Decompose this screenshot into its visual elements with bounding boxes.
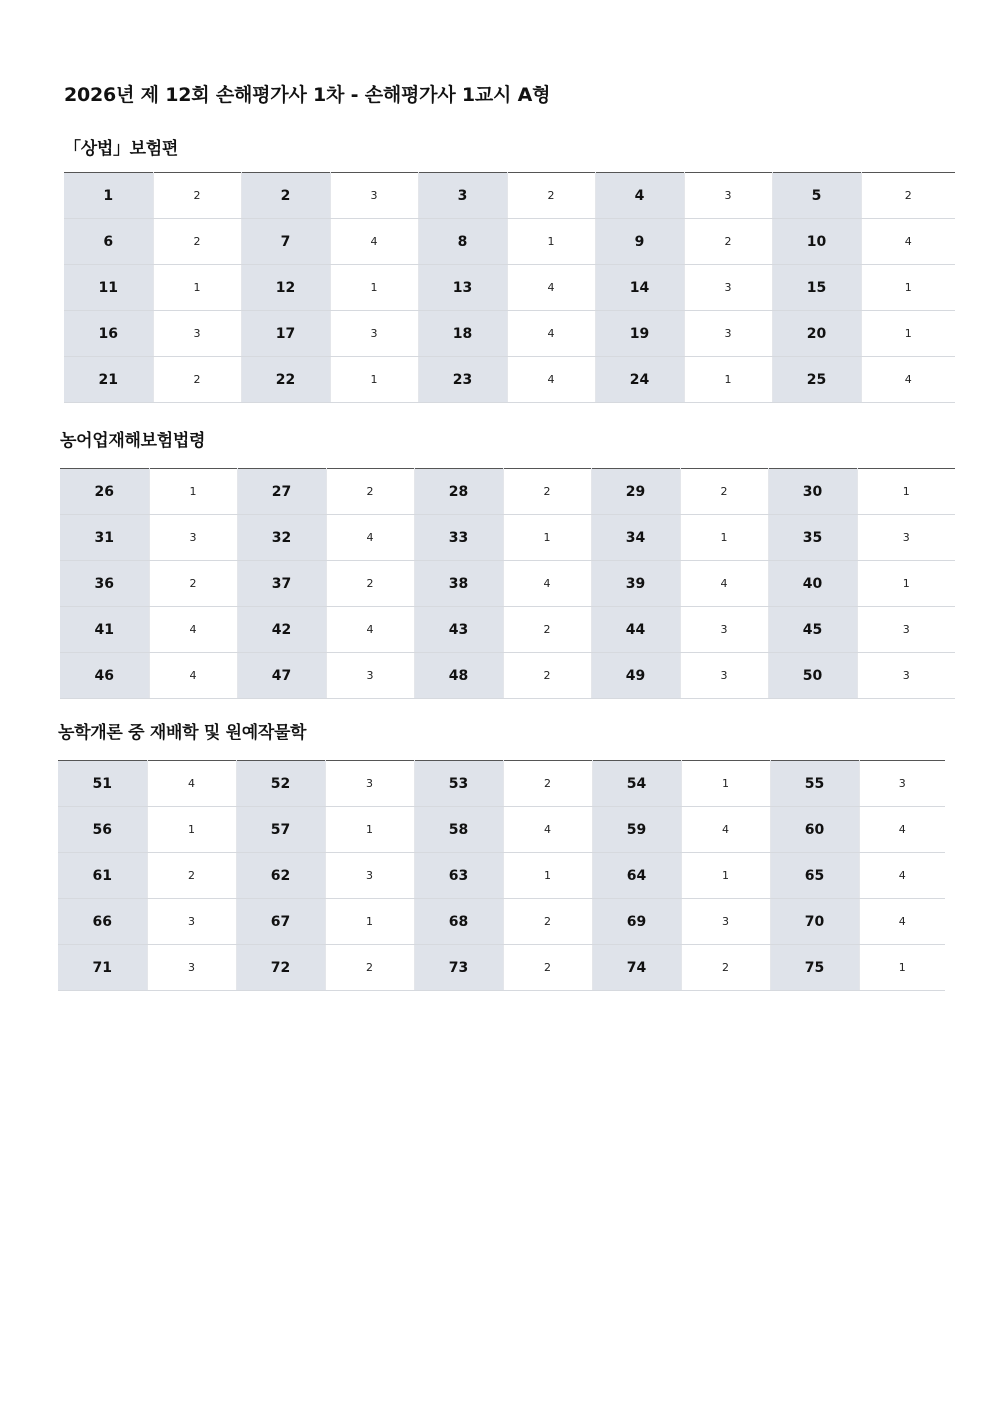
answer-value: 2 (153, 173, 241, 219)
question-number: 72 (236, 945, 325, 991)
answer-value: 4 (149, 607, 237, 653)
question-number: 60 (770, 807, 859, 853)
answer-value: 4 (861, 357, 955, 403)
question-number: 16 (64, 311, 153, 357)
question-number: 39 (591, 561, 680, 607)
question-number: 28 (414, 469, 503, 515)
answer-value: 2 (326, 469, 414, 515)
answer-value: 1 (330, 357, 418, 403)
answer-value: 3 (680, 607, 768, 653)
table-row (64, 219, 955, 265)
answer-value: 1 (147, 807, 236, 853)
question-number: 42 (237, 607, 326, 653)
answer-value: 1 (325, 807, 414, 853)
answer-value: 3 (857, 515, 955, 561)
question-number: 17 (241, 311, 330, 357)
table-row (60, 653, 955, 699)
answer-value: 2 (684, 219, 772, 265)
answer-value: 3 (859, 761, 945, 807)
answer-value: 4 (326, 607, 414, 653)
question-number: 44 (591, 607, 680, 653)
question-number: 65 (770, 853, 859, 899)
answer-value: 1 (325, 899, 414, 945)
question-number: 58 (414, 807, 503, 853)
section-title-commercial-law: 「상법」보험편 (64, 139, 179, 159)
question-number: 56 (58, 807, 147, 853)
question-number: 71 (58, 945, 147, 991)
answer-value: 1 (861, 265, 955, 311)
question-number: 35 (768, 515, 857, 561)
answer-value: 4 (507, 357, 595, 403)
question-number: 23 (418, 357, 507, 403)
answer-value: 2 (153, 357, 241, 403)
question-number: 62 (236, 853, 325, 899)
answer-value: 2 (680, 469, 768, 515)
answer-value: 1 (681, 853, 770, 899)
answer-value: 2 (153, 219, 241, 265)
answer-value: 3 (857, 653, 955, 699)
question-number: 47 (237, 653, 326, 699)
question-number: 36 (60, 561, 149, 607)
question-number: 57 (236, 807, 325, 853)
table-row (58, 807, 945, 853)
question-number: 14 (595, 265, 684, 311)
answer-value: 1 (857, 469, 955, 515)
question-number: 15 (772, 265, 861, 311)
answer-value: 4 (859, 853, 945, 899)
answer-value: 4 (859, 807, 945, 853)
question-number: 37 (237, 561, 326, 607)
answer-value: 2 (147, 853, 236, 899)
question-number: 18 (418, 311, 507, 357)
table-row (64, 311, 955, 357)
answer-value: 1 (153, 265, 241, 311)
question-number: 31 (60, 515, 149, 561)
question-number: 70 (770, 899, 859, 945)
question-number: 46 (60, 653, 149, 699)
question-number: 7 (241, 219, 330, 265)
answer-value: 3 (857, 607, 955, 653)
question-number: 5 (772, 173, 861, 219)
question-number: 6 (64, 219, 153, 265)
section-title-agronomy: 농학개론 중 재배학 및 원예작물학 (58, 723, 307, 743)
question-number: 54 (592, 761, 681, 807)
question-number: 27 (237, 469, 326, 515)
question-number: 63 (414, 853, 503, 899)
answer-value: 4 (503, 561, 591, 607)
question-number: 30 (768, 469, 857, 515)
answer-value: 4 (149, 653, 237, 699)
answer-value: 3 (325, 853, 414, 899)
answer-value: 4 (147, 761, 236, 807)
question-number: 49 (591, 653, 680, 699)
answer-value: 2 (503, 469, 591, 515)
question-number: 61 (58, 853, 147, 899)
answer-value: 2 (861, 173, 955, 219)
question-number: 69 (592, 899, 681, 945)
answer-value: 3 (147, 899, 236, 945)
question-number: 3 (418, 173, 507, 219)
answer-value: 2 (149, 561, 237, 607)
answer-value: 1 (149, 469, 237, 515)
answer-value: 3 (330, 311, 418, 357)
question-number: 32 (237, 515, 326, 561)
question-number: 48 (414, 653, 503, 699)
answer-value: 3 (149, 515, 237, 561)
question-number: 8 (418, 219, 507, 265)
answer-value: 4 (503, 807, 592, 853)
answer-value: 3 (325, 761, 414, 807)
answer-value: 2 (503, 761, 592, 807)
question-number: 55 (770, 761, 859, 807)
question-number: 59 (592, 807, 681, 853)
question-number: 74 (592, 945, 681, 991)
answer-value: 4 (330, 219, 418, 265)
question-number: 50 (768, 653, 857, 699)
answer-value: 2 (503, 607, 591, 653)
table-row (60, 469, 955, 515)
question-number: 22 (241, 357, 330, 403)
answer-value: 3 (684, 311, 772, 357)
question-number: 66 (58, 899, 147, 945)
answer-value: 2 (326, 561, 414, 607)
answer-value: 4 (859, 899, 945, 945)
question-number: 26 (60, 469, 149, 515)
question-number: 2 (241, 173, 330, 219)
table-row (64, 265, 955, 311)
table-row (60, 561, 955, 607)
table-row (64, 357, 955, 403)
answer-value: 3 (326, 653, 414, 699)
question-number: 19 (595, 311, 684, 357)
answer-value: 4 (326, 515, 414, 561)
question-number: 41 (60, 607, 149, 653)
question-number: 10 (772, 219, 861, 265)
question-number: 25 (772, 357, 861, 403)
question-number: 75 (770, 945, 859, 991)
question-number: 24 (595, 357, 684, 403)
document-title: 2026년 제 12회 손해평가사 1차 - 손해평가사 1교시 A형 (64, 84, 551, 106)
answer-table-disaster-insurance-law (60, 468, 955, 699)
answer-value: 2 (503, 653, 591, 699)
question-number: 73 (414, 945, 503, 991)
question-number: 40 (768, 561, 857, 607)
answer-value: 1 (857, 561, 955, 607)
question-number: 4 (595, 173, 684, 219)
answer-value: 3 (684, 173, 772, 219)
answer-value: 1 (861, 311, 955, 357)
question-number: 45 (768, 607, 857, 653)
answer-value: 2 (507, 173, 595, 219)
answer-value: 2 (503, 899, 592, 945)
table-row (58, 761, 945, 807)
answer-value: 1 (859, 945, 945, 991)
answer-value: 2 (325, 945, 414, 991)
answer-value: 1 (507, 219, 595, 265)
table-row (60, 607, 955, 653)
question-number: 33 (414, 515, 503, 561)
answer-value: 1 (681, 761, 770, 807)
answer-value: 4 (680, 561, 768, 607)
answer-value: 3 (153, 311, 241, 357)
question-number: 9 (595, 219, 684, 265)
table-row (58, 853, 945, 899)
answer-value: 4 (507, 311, 595, 357)
answer-value: 3 (147, 945, 236, 991)
question-number: 64 (592, 853, 681, 899)
answer-value: 2 (681, 945, 770, 991)
table-row (58, 945, 945, 991)
question-number: 29 (591, 469, 680, 515)
question-number: 20 (772, 311, 861, 357)
answer-value: 1 (330, 265, 418, 311)
answer-value: 1 (684, 357, 772, 403)
answer-table-commercial-law (64, 172, 955, 403)
answer-value: 1 (680, 515, 768, 561)
question-number: 34 (591, 515, 680, 561)
question-number: 12 (241, 265, 330, 311)
table-row (60, 515, 955, 561)
answer-value: 3 (330, 173, 418, 219)
question-number: 52 (236, 761, 325, 807)
answer-value: 4 (681, 807, 770, 853)
answer-table-agronomy (58, 760, 945, 991)
question-number: 38 (414, 561, 503, 607)
answer-value: 3 (680, 653, 768, 699)
answer-value: 2 (503, 945, 592, 991)
question-number: 11 (64, 265, 153, 311)
question-number: 21 (64, 357, 153, 403)
question-number: 1 (64, 173, 153, 219)
question-number: 53 (414, 761, 503, 807)
question-number: 51 (58, 761, 147, 807)
question-number: 13 (418, 265, 507, 311)
question-number: 67 (236, 899, 325, 945)
question-number: 68 (414, 899, 503, 945)
answer-value: 4 (507, 265, 595, 311)
section-title-disaster-insurance-law: 농어업재해보험법령 (60, 431, 206, 451)
answer-value: 1 (503, 515, 591, 561)
answer-value: 3 (681, 899, 770, 945)
answer-value: 1 (503, 853, 592, 899)
table-row (64, 173, 955, 219)
answer-value: 4 (861, 219, 955, 265)
answer-value: 3 (684, 265, 772, 311)
question-number: 43 (414, 607, 503, 653)
table-row (58, 899, 945, 945)
